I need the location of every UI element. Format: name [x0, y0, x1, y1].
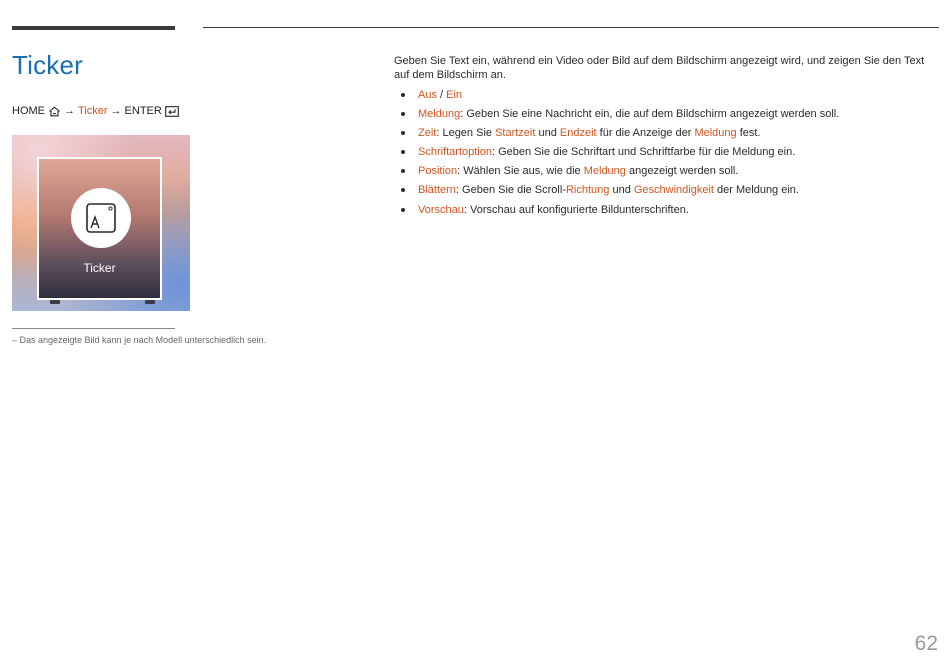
ticker-menu-thumbnail	[12, 135, 190, 311]
arrow-right-icon: →	[110, 105, 122, 117]
page-number: 62	[914, 632, 938, 655]
text: /	[436, 89, 447, 101]
arrow-right-icon: →	[64, 105, 75, 117]
term-geschwindigkeit: Geschwindigkeit	[633, 184, 714, 197]
term-startzeit: Startzeit	[495, 127, 536, 140]
bullet-icon	[401, 131, 405, 135]
header-rule-thick	[12, 26, 175, 30]
term-meldung: Meldung	[694, 127, 737, 140]
list-item	[394, 145, 934, 164]
text: : Geben Sie die Schriftart und Schriftfarbe für die Meldung ein.	[491, 146, 796, 159]
option-ein: Ein	[446, 89, 463, 101]
text: der Meldung ein.	[713, 184, 799, 197]
list-item	[394, 88, 934, 107]
note-rule	[12, 328, 175, 329]
text: : Geben Sie die Scroll-	[455, 184, 566, 197]
option-schriftartoption: Schriftartoption	[418, 146, 492, 159]
text: : Geben Sie eine Nachricht ein, die auf dem Bildschirm angezeigt werden soll.	[460, 108, 840, 121]
term-meldung: Meldung	[583, 165, 626, 178]
menu-path	[12, 105, 179, 117]
term-richtung: Richtung	[565, 184, 610, 197]
option-zeit: Zeit	[418, 127, 437, 140]
stand-right	[145, 300, 155, 304]
bullet-icon	[401, 188, 405, 192]
text: fest.	[736, 127, 761, 140]
ticker-a-icon	[85, 202, 117, 234]
text: angezeigt werden soll.	[625, 165, 739, 178]
option-aus: Aus	[418, 89, 437, 101]
option-vorschau: Vorschau	[418, 203, 464, 216]
option-position: Position	[418, 165, 458, 178]
option-meldung: Meldung	[418, 108, 461, 121]
text: und	[535, 127, 560, 140]
stand-left	[50, 300, 60, 304]
text: : Vorschau auf konfigurierte Bildunterschriften.	[463, 203, 689, 216]
menu-path-ticker: Ticker	[78, 105, 108, 117]
list-item	[394, 183, 934, 202]
term-endzeit: Endzeit	[559, 127, 597, 140]
thumbnail-label: Ticker	[83, 261, 116, 275]
enter-icon	[165, 106, 179, 117]
bullet-icon	[401, 208, 405, 212]
list-item	[394, 203, 934, 222]
list-item	[394, 126, 934, 145]
intro-paragraph: Geben Sie Text ein, während ein Video oder Bild auf dem Bildschirm angezeigt wird, und zeigen Sie den Text auf dem Bildschirm an.	[394, 55, 925, 81]
section-title: Ticker	[12, 50, 84, 80]
text: : Legen Sie	[436, 127, 496, 140]
bullet-icon	[401, 112, 405, 116]
ticker-menu-tile	[37, 157, 162, 300]
footnote: – Das angezeigte Bild kann je nach Modell unterschiedlich sein.	[12, 335, 267, 345]
bullet-icon	[401, 169, 405, 173]
header-rule-thin	[203, 27, 939, 28]
menu-path-enter: ENTER	[124, 105, 162, 117]
text: und	[609, 184, 634, 197]
text: : Wählen Sie aus, wie die	[457, 165, 584, 178]
text: für die Anzeige der	[596, 127, 695, 140]
bullet-icon	[401, 150, 405, 154]
ticker-icon-circle	[71, 188, 131, 248]
option-list	[394, 88, 934, 222]
option-blaettern: Blättern	[418, 184, 456, 197]
bullet-icon	[401, 93, 405, 97]
list-item	[394, 107, 934, 126]
menu-path-home: HOME	[12, 105, 45, 117]
list-item	[394, 164, 934, 183]
home-icon	[48, 106, 61, 117]
